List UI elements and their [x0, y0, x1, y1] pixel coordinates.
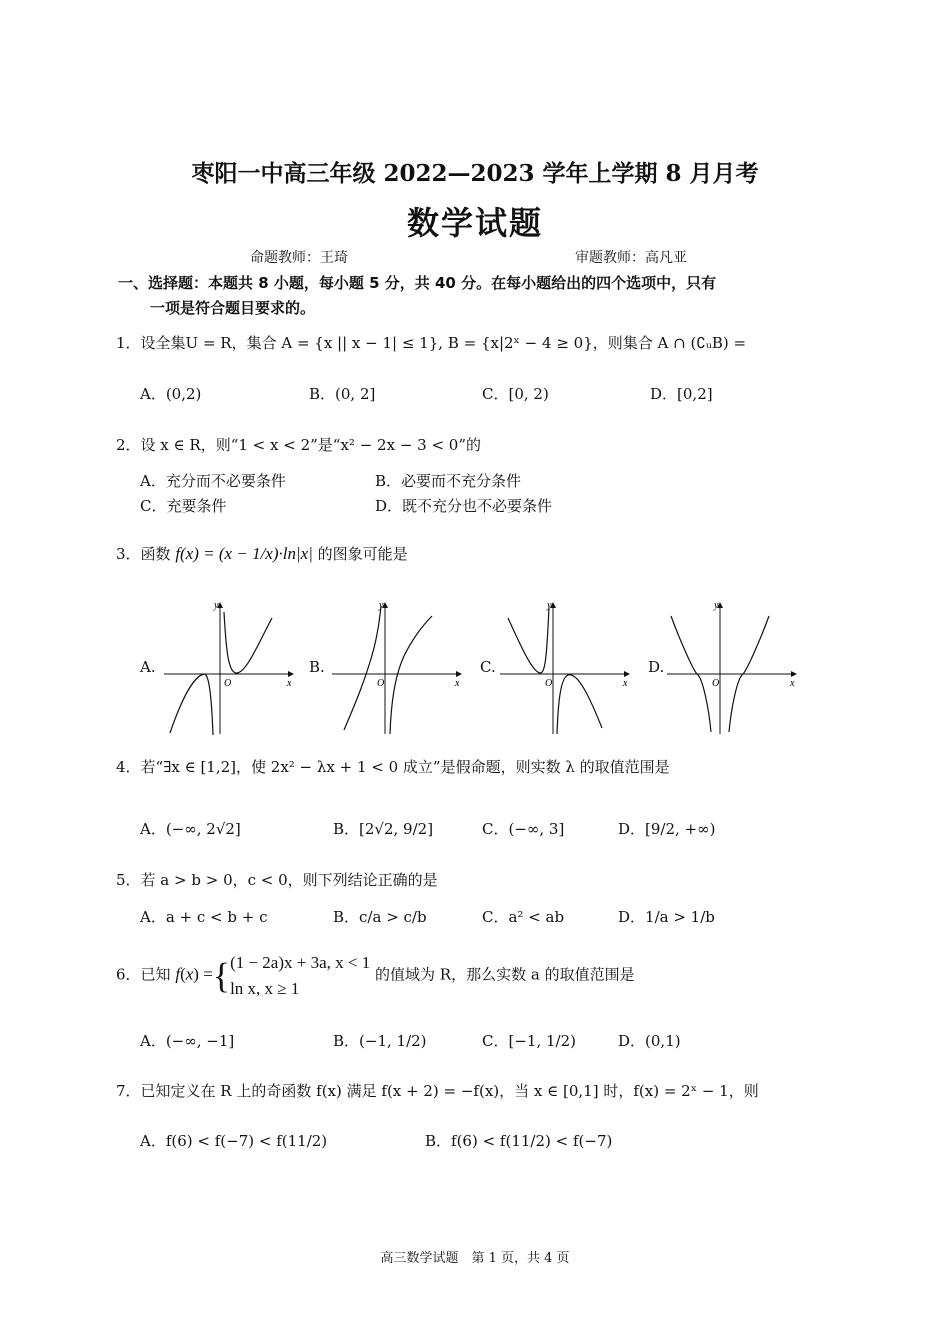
curve-left	[508, 608, 549, 673]
curve-left	[170, 674, 213, 735]
exam-header: 枣阳一中高三年级 2022—2023 学年上学期 8 月月考	[191, 160, 759, 187]
q3-graph-d	[665, 598, 800, 736]
q7-option-a: A．f(6) < f(−7) < f(11/2)	[140, 1132, 328, 1150]
q5-option-c: C．a² < ab	[482, 908, 565, 926]
origin-label: O	[545, 678, 553, 689]
q5-option-a: A．a + c < b + c	[140, 908, 268, 926]
q3-graph-b	[330, 598, 465, 736]
q3-label-a: A.	[140, 658, 156, 676]
q7-option-b: B．f(6) < f(11/2) < f(−7)	[425, 1132, 613, 1150]
question-4-text: 4．若“∃x ∈ [1,2]，使 2x² − λx + 1 < 0 成立”是假命题，则实数 λ 的取值范围是	[116, 758, 670, 776]
exam-subject-title: 数学试题	[406, 204, 543, 242]
q5-option-d: D．1/a > 1/b	[618, 908, 715, 926]
q3-graph-c	[498, 598, 633, 736]
q3-label-c: C.	[480, 658, 496, 676]
axis-y-label: y	[214, 600, 219, 611]
curve-right	[390, 616, 432, 734]
question-5-text: 5．若 a > b > 0，c < 0，则下列结论正确的是	[116, 871, 438, 889]
axis-y-label: y	[379, 600, 384, 611]
q6-option-c: C．[−1, 1/2)	[482, 1032, 576, 1050]
curve-left	[344, 606, 381, 730]
q2-option-d: D．既不充分也不必要条件	[375, 497, 553, 515]
question-1-text: 1．设全集U = R，集合 A = {x || x − 1| ≤ 1}, B = {x|2ˣ − 4 ≥ 0}，则集合 A ∩ (∁ᵤB) =	[116, 334, 747, 352]
q2-option-b: B．必要而不充分条件	[375, 472, 522, 490]
q1-option-b: B．(0, 2]	[309, 385, 376, 403]
q6-option-d: D．(0,1)	[618, 1032, 681, 1050]
curve-right	[224, 612, 272, 673]
origin-label: O	[712, 678, 720, 689]
q3-graph-a	[162, 598, 297, 736]
question-2-text: 2．设 x ∈ R，则“1 < x < 2”是“x² − 2x − 3 < 0”的	[116, 436, 482, 454]
q1-option-a: A．(0,2)	[140, 385, 202, 403]
section-heading-line2: 一项是符合题目要求的。	[150, 299, 316, 317]
q6-piece-1: (1 − 2a)x + 3a, x < 1	[230, 953, 371, 972]
axis-x-label: x	[455, 678, 460, 689]
q6-option-b: B．(−1, 1/2)	[333, 1032, 427, 1050]
axis-x-label: x	[623, 678, 628, 689]
q4-option-b: B．[2√2, 9/2]	[333, 820, 434, 838]
q2-option-a: A．充分而不必要条件	[140, 472, 286, 490]
question-7-text: 7．已知定义在 R 上的奇函数 f(x) 满足 f(x + 2) = −f(x)，当 x ∈ [0,1] 时，f(x) = 2ˣ − 1，则	[116, 1082, 759, 1100]
q6-prefix: 6．已知	[116, 965, 171, 984]
q2-option-c: C．充要条件	[140, 497, 227, 515]
q6-suffix: 的值域为 R，那么实数 a 的取值范围是	[375, 965, 635, 984]
question-3-text	[116, 543, 408, 564]
axis-x-label: x	[790, 678, 795, 689]
curve-right	[557, 675, 602, 734]
setter-teacher: 命题教师：王琦	[250, 250, 348, 266]
q3-label-b: B.	[309, 658, 325, 676]
q6-piece-2: ln x, x ≥ 1	[230, 978, 300, 998]
q1-option-d: D．[0,2]	[650, 385, 713, 403]
q4-option-c: C．(−∞, 3]	[482, 820, 565, 838]
q4-option-a: A．(−∞, 2√2]	[140, 820, 241, 838]
origin-label: O	[224, 678, 232, 689]
axis-y-label: y	[714, 600, 719, 611]
q1-option-c: C．[0, 2)	[482, 385, 549, 403]
reviewer-teacher: 审题教师：高凡亚	[575, 250, 687, 266]
q6-option-a: A．(−∞, −1]	[140, 1032, 235, 1050]
q3-function: f(x) = (x − 1/x)·ln|x|	[175, 544, 313, 563]
origin-label: O	[377, 678, 385, 689]
q5-option-b: B．c/a > c/b	[333, 908, 427, 926]
q3-label-d: D.	[648, 658, 665, 676]
question-6-text: 6．已知 f(x) ={ (1 − 2a)x + 3a, x < 1 ln x, x ≥ 1 的值域为 R，那么实数 a 的取值范围是	[116, 950, 635, 1001]
section-heading-line1: 一、选择题：本题共 8 小题，每小题 5 分，共 40 分。在每小题给出的四个选项中，只有	[118, 274, 717, 292]
q3-suffix: 的图象可能是	[317, 545, 408, 563]
axis-y-label: y	[547, 600, 552, 611]
page-footer: 高三数学试题 第 1 页，共 4 页	[380, 1251, 570, 1266]
q4-option-d: D．[9/2, +∞)	[618, 820, 716, 838]
q3-prefix: 3．函数	[116, 545, 171, 563]
axis-x-label: x	[287, 678, 292, 689]
